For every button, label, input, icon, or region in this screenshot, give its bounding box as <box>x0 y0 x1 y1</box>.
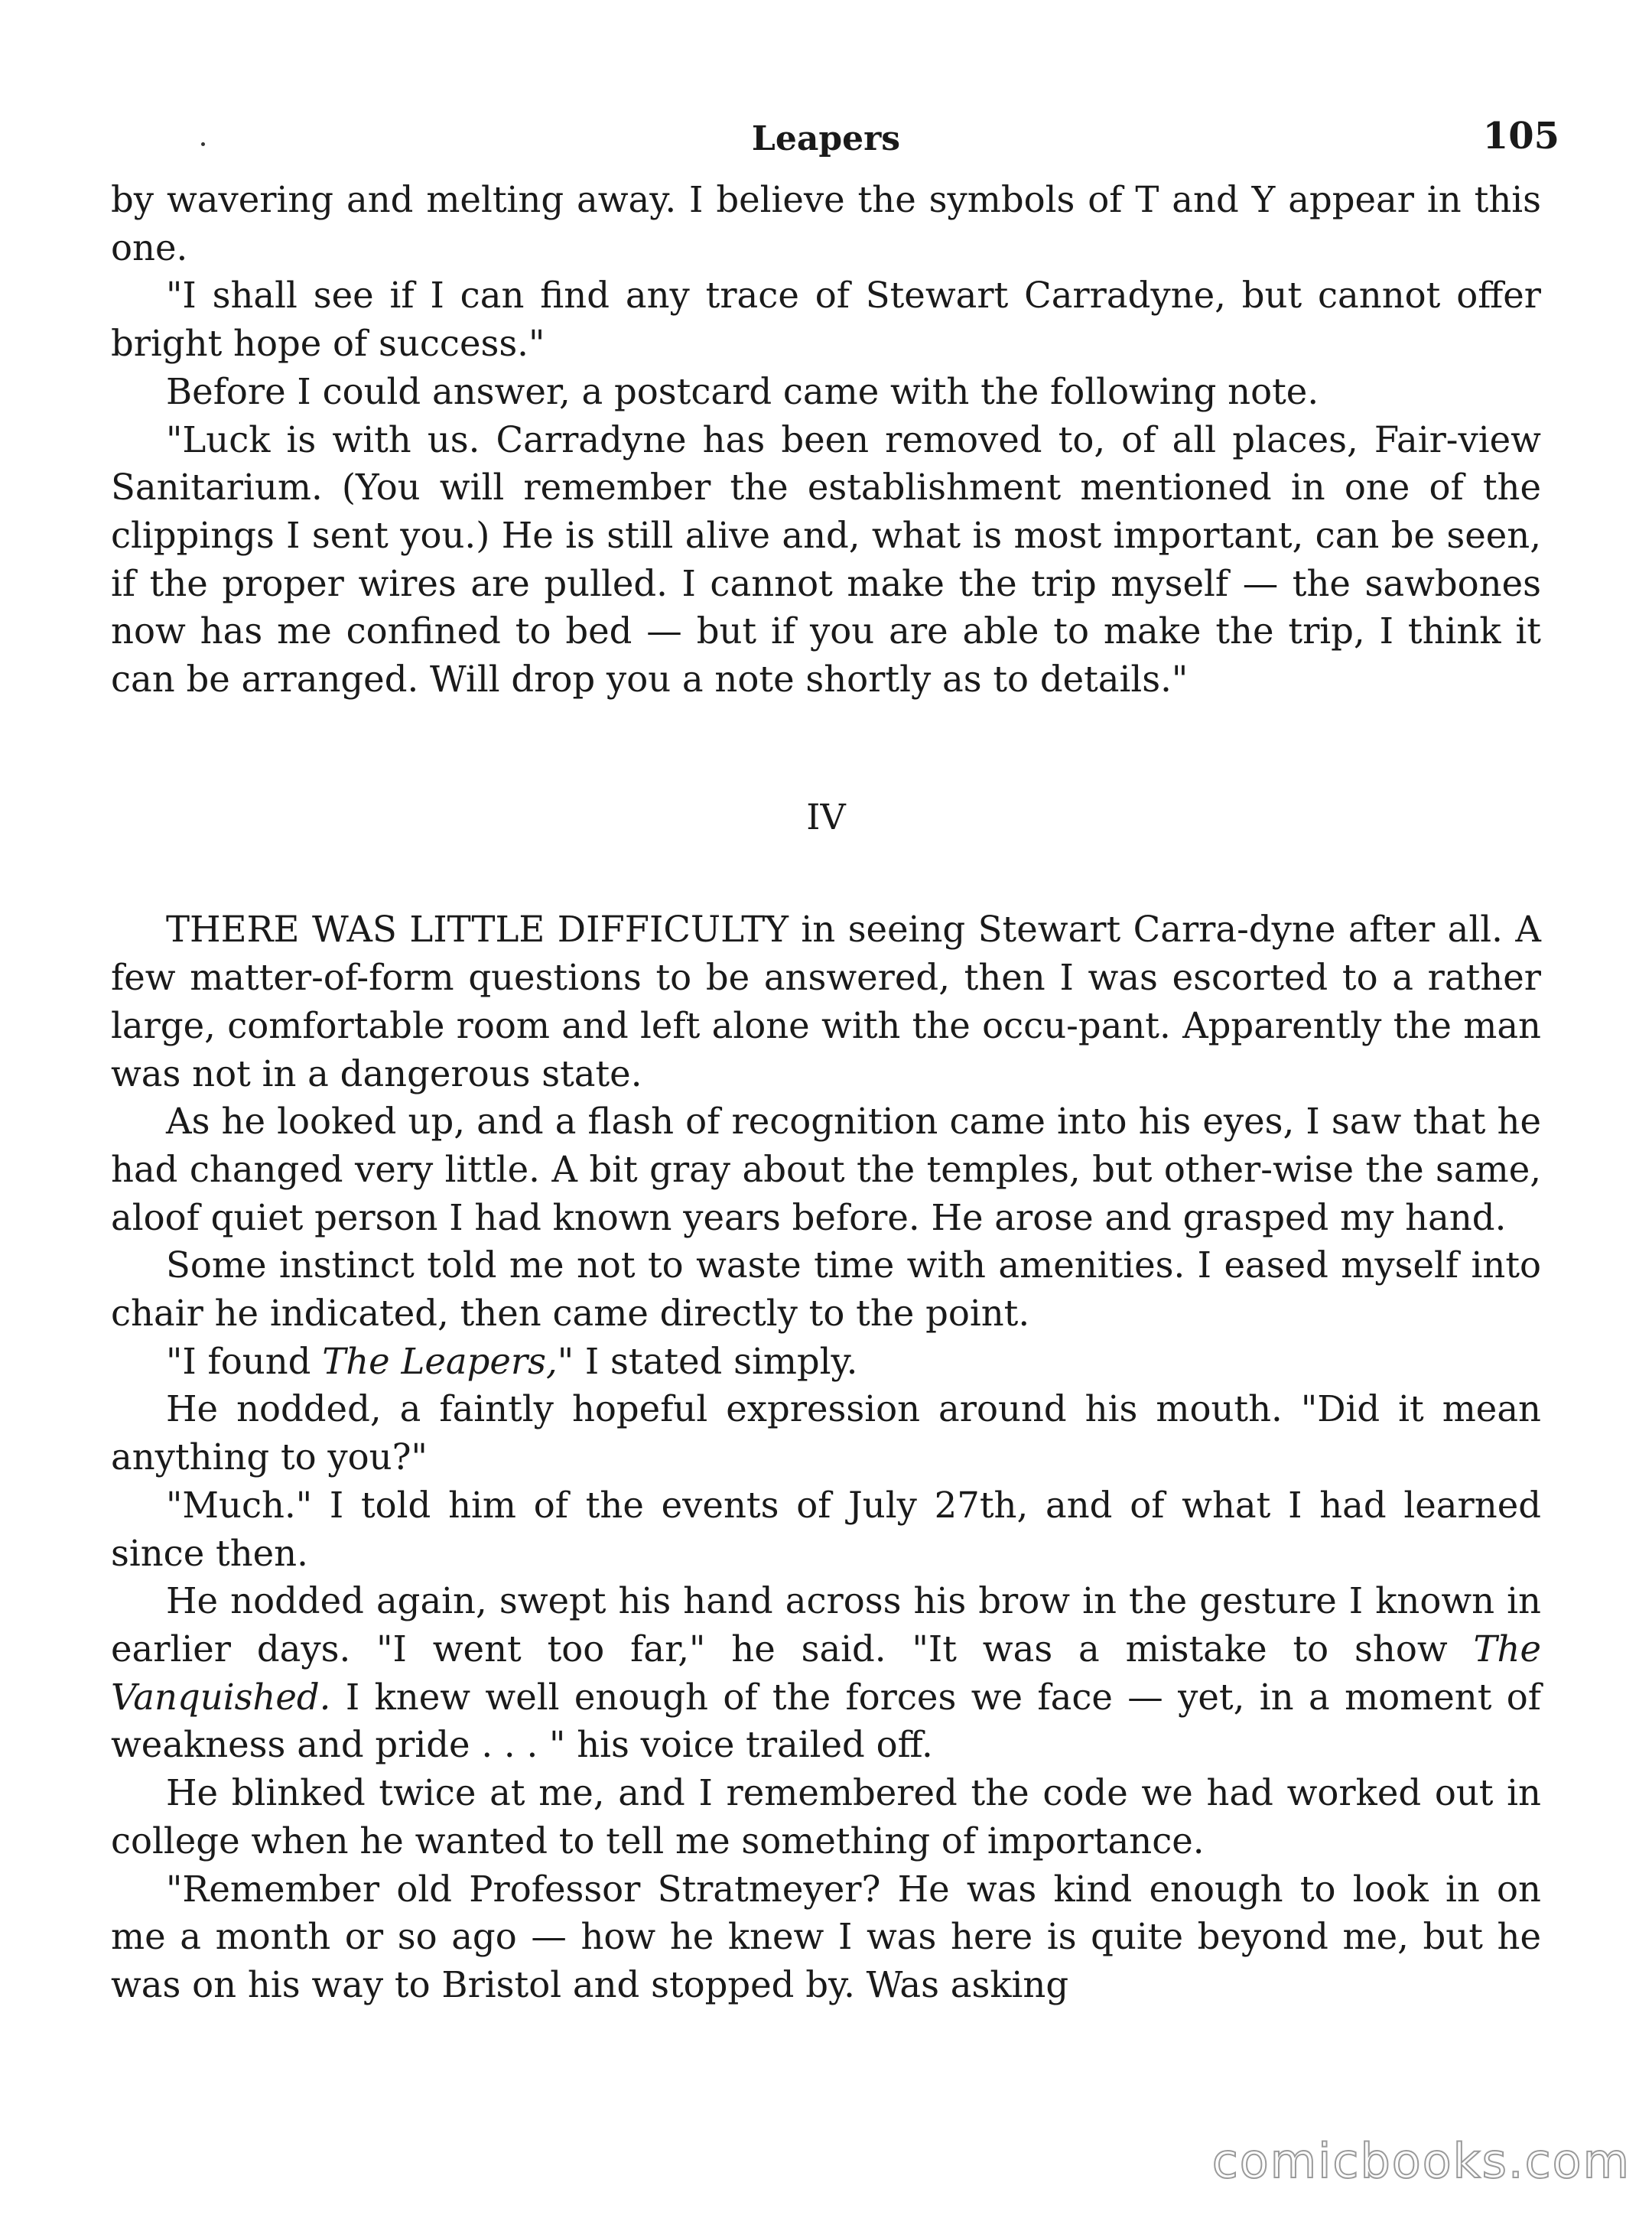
paragraph: "Luck is with us. Carradyne has been removed to, of all places, Fair-view Sanitarium. (You will remember the establishment mentioned in one of the clippings I sent you.) He is still alive and, what is most important, can be seen, if the proper wires are pulled. I cannot make the trip myself — the sawbones now has me confined to bed — but if you are able to make the trip, I think it can be arranged. Will drop you a note shortly as to details." <box>111 418 1541 701</box>
paragraph: "Much." I told him of the events of July 27th, and of what I had learned since then. <box>111 1484 1541 1574</box>
page-number: 105 <box>1482 115 1559 158</box>
paragraph <box>111 1338 1541 1386</box>
paragraph: He nodded, a faintly hopeful expression around his mouth. "Did it mean anything to you?" <box>111 1388 1541 1478</box>
section-spacer <box>111 704 1541 793</box>
watermark: comicbooks.com <box>1211 2133 1631 2189</box>
paragraph: He blinked twice at me, and I remembered the code we had worked out in college when he wanted to tell me something of importance. <box>111 1772 1541 1862</box>
paragraph: As he looked up, and a flash of recognition came into his eyes, I saw that he had changed very little. A bit gray about the temples, but other-wise the same, aloof quiet person I had known years before. He arose and grasped my hand. <box>111 1101 1541 1238</box>
paragraph: "I shall see if I can find any trace of Stewart Carradyne, but cannot offer bright hope of success." <box>111 275 1541 365</box>
text-run: "I found <box>166 1340 323 1382</box>
text-run: He nodded again, swept his hand across his brow in the gesture I known in earlier days. "I went too far," he said. "It was a mistake to show <box>111 1580 1541 1670</box>
text-run: I knew well enough of the forces we face — yet, in a moment of weakness and pride . . . " his voice trailed off. <box>111 1676 1541 1766</box>
section-spacer <box>111 841 1541 906</box>
paragraph <box>111 1577 1541 1769</box>
book-title: The Leapers," <box>322 1340 574 1382</box>
running-title: Leapers <box>751 119 901 158</box>
body-text <box>111 176 1541 2009</box>
paragraph: THERE WAS LITTLE DIFFICULTY in seeing Stewart Carra-dyne after all. A few matter-of-form questions to be answered, then I was escorted to a rather large, comfortable room and left alone with the occu-pant. Apparently the man was not in a dangerous state. <box>111 909 1541 1094</box>
book-page <box>111 115 1559 2009</box>
paragraph: Some instinct told me not to waste time with amenities. I eased myself into chair he indicated, then came directly to the point. <box>111 1244 1541 1335</box>
paragraph: Before I could answer, a postcard came with the following note. <box>166 370 1319 412</box>
running-head <box>111 115 1559 176</box>
paragraph: "Remember old Professor Stratmeyer? He was kind enough to look in on me a month or so ago — how he knew I was here is quite beyond me, but he was on his way to Bristol and stopped by. Was asking <box>111 1868 1541 2005</box>
painting-title: The Vanquished. <box>111 1628 1541 1718</box>
text-run: I stated simply. <box>574 1340 858 1382</box>
section-heading: IV <box>806 795 846 837</box>
paragraph: by wavering and melting away. I believe the symbols of T and Y appear in this one. <box>111 179 1541 268</box>
